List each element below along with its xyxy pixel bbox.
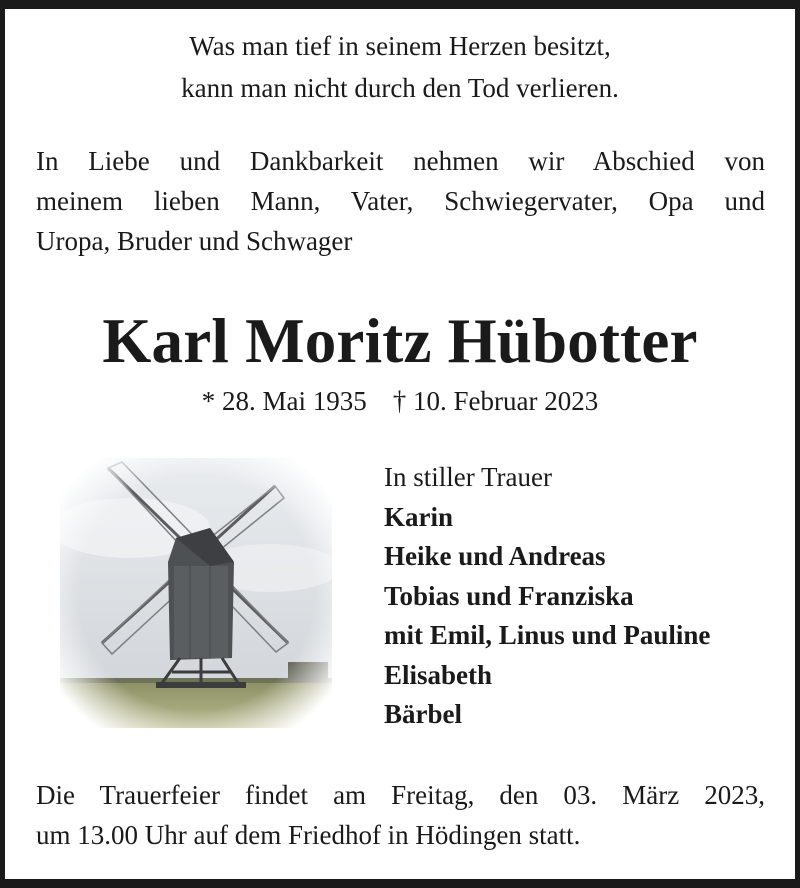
mourners-heading: In stiller Trauer	[384, 462, 552, 492]
mourner-name: mit Emil, Linus und Pauline	[384, 620, 711, 650]
farewell-line-2: meinem lieben Mann, Vater, Schwiegervater, Opa und	[36, 186, 765, 216]
deceased-name: Karl Moritz Hübotter	[102, 306, 698, 376]
windmill-photo	[60, 458, 332, 728]
mourner-name: Tobias und Franziska	[384, 580, 634, 611]
death-date: † 10. Februar 2023	[392, 386, 599, 416]
service-line-1: Die Trauerfeier findet am Freitag, den 03. März 2023,	[36, 780, 765, 810]
mourner-name: Heike und Andreas	[384, 541, 606, 571]
farewell-line-3: Uropa, Bruder und Schwager	[36, 226, 353, 256]
mourner-name: Bärbel	[384, 699, 462, 729]
farewell-text	[36, 141, 765, 261]
mourners-list	[384, 458, 710, 735]
farewell-line-1: In Liebe und Dankbarkeit nehmen wir Abschied von	[36, 146, 765, 176]
verse-line-2: kann man nicht durch den Tod verlieren.	[181, 73, 619, 103]
birth-date: * 28. Mai 1935	[201, 386, 367, 416]
mourner-name: Karin	[384, 501, 454, 532]
funeral-service-info	[36, 775, 765, 855]
mourner-name: Elisabeth	[384, 659, 493, 690]
life-dates	[0, 381, 800, 421]
memorial-verse	[0, 25, 800, 109]
verse-line-1: Was man tief in seinem Herzen besitzt,	[189, 31, 611, 61]
service-line-2: um 13.00 Uhr auf dem Friedhof in Hödingen statt.	[36, 820, 581, 850]
